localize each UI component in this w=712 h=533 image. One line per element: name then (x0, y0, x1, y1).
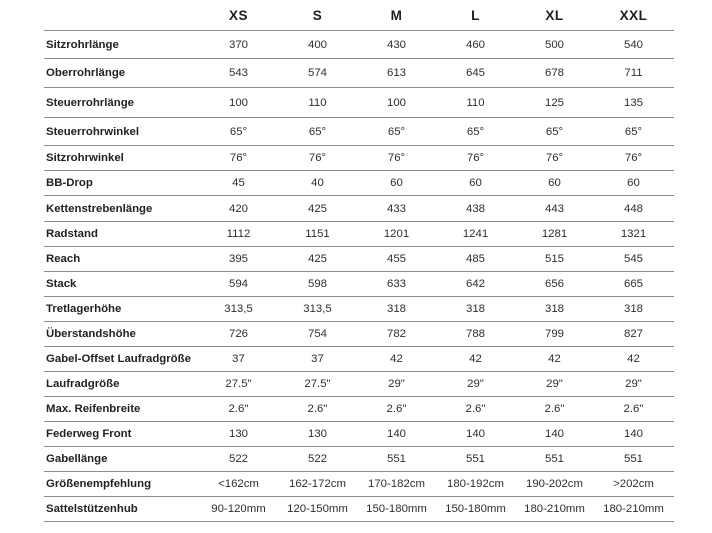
row-value-m: 60 (390, 177, 403, 189)
table-row (44, 222, 674, 247)
row-value-s: 522 (307, 453, 327, 465)
row-value-l: 29" (467, 378, 484, 390)
row-value-l: 42 (469, 353, 482, 365)
row-value-xl: 42 (548, 353, 561, 365)
row-value-xxl: 140 (623, 428, 643, 440)
row-value-xl: 1281 (541, 228, 568, 240)
row-value-l: 318 (465, 303, 485, 315)
row-value-m: 76° (387, 152, 406, 164)
row-label: Sattelstützenhub (46, 503, 138, 515)
row-value-xxl: 711 (624, 67, 643, 79)
size-header-m: M (390, 7, 403, 23)
row-value-s: 162-172cm (289, 478, 346, 490)
row-value-xl: 318 (544, 303, 564, 315)
row-value-xl: 190-202cm (526, 478, 583, 490)
row-value-xxl: 180-210mm (603, 503, 664, 515)
row-value-xs: 395 (228, 253, 248, 265)
row-value-m: 455 (386, 253, 406, 265)
row-value-xxl: 545 (623, 253, 643, 265)
table-row (44, 30, 674, 59)
row-value-xs: 420 (228, 202, 248, 215)
row-value-xxl: 665 (623, 278, 643, 290)
table-row (44, 171, 674, 196)
row-value-xxl: 29" (625, 378, 642, 390)
table-row (44, 88, 674, 118)
size-header-xl: XL (545, 7, 564, 23)
row-label: Größenempfehlung (46, 478, 152, 490)
row-value-l: 485 (465, 253, 485, 265)
row-value-m: 613 (386, 67, 406, 79)
table-row (44, 472, 674, 497)
row-label: Steuerrohrlänge (46, 96, 134, 109)
row-label: Laufradgröße (46, 378, 120, 390)
row-value-xs: 726 (228, 328, 248, 340)
row-label: Reach (46, 253, 81, 265)
table-row (44, 196, 674, 222)
row-value-xxl: 540 (623, 38, 643, 51)
row-value-xs: 100 (228, 96, 248, 109)
table-row (44, 397, 674, 422)
row-value-xxl: 827 (623, 328, 643, 340)
row-label: Federweg Front (46, 428, 132, 440)
row-value-m: 150-180mm (366, 503, 427, 515)
row-value-l: 788 (465, 328, 485, 340)
table-row (44, 297, 674, 322)
size-header-xxl: XXL (619, 7, 648, 23)
row-value-m: 2.6" (386, 403, 407, 415)
row-value-xs: 65° (229, 125, 248, 138)
row-value-l: 2.6" (465, 403, 486, 415)
row-value-xl: 125 (544, 96, 564, 109)
row-value-l: 140 (465, 428, 485, 440)
row-value-m: 551 (386, 453, 406, 465)
row-value-s: 400 (307, 38, 327, 51)
row-value-s: 313,5 (303, 303, 332, 315)
row-value-xl: 65° (545, 125, 564, 138)
row-value-xs: 90-120mm (211, 503, 266, 515)
row-value-l: 460 (465, 38, 485, 51)
row-value-s: 40 (311, 177, 324, 189)
row-value-xxl: 1321 (620, 228, 647, 240)
row-value-xl: 29" (546, 378, 563, 390)
row-value-xs: 37 (232, 353, 245, 365)
row-label: BB-Drop (46, 177, 93, 189)
row-value-s: 130 (307, 428, 327, 440)
row-value-l: 60 (469, 177, 482, 189)
row-value-xs: 522 (228, 453, 248, 465)
row-value-xs: 2.6" (228, 403, 249, 415)
table-row (44, 497, 674, 522)
row-value-s: 27.5" (304, 378, 331, 390)
row-label: Steuerrohrwinkel (46, 125, 140, 138)
row-value-l: 110 (466, 96, 485, 109)
row-value-xxl: 65° (624, 125, 643, 138)
row-value-l: 150-180mm (445, 503, 506, 515)
row-value-s: 110 (308, 96, 327, 109)
row-value-m: 318 (386, 303, 406, 315)
row-label: Radstand (46, 228, 98, 240)
table-row (44, 322, 674, 347)
table-row (44, 372, 674, 397)
row-value-m: 100 (386, 96, 406, 109)
row-value-xxl: >202cm (613, 478, 654, 490)
row-label: Tretlagerhöhe (46, 303, 122, 315)
row-value-xs: <162cm (218, 478, 259, 490)
row-value-m: 42 (390, 353, 403, 365)
row-value-xs: 543 (228, 67, 248, 79)
row-value-xl: 656 (544, 278, 564, 290)
row-value-l: 76° (466, 152, 485, 164)
row-value-xl: 76° (545, 152, 564, 164)
row-value-xl: 140 (544, 428, 564, 440)
size-header-s: S (312, 7, 323, 23)
row-value-m: 170-182cm (368, 478, 425, 490)
table-row (44, 59, 674, 88)
table-body (44, 30, 674, 522)
row-value-xxl: 60 (627, 177, 640, 189)
row-value-xl: 678 (544, 67, 564, 79)
row-label: Kettenstrebenlänge (46, 202, 153, 215)
table-row (44, 272, 674, 297)
row-value-xxl: 318 (623, 303, 643, 315)
row-value-s: 1151 (305, 228, 330, 240)
row-value-s: 65° (308, 125, 327, 138)
row-label: Oberrohrlänge (46, 67, 126, 79)
row-label: Überstandshöhe (46, 328, 136, 340)
row-value-l: 438 (465, 202, 485, 215)
row-value-xl: 500 (544, 38, 564, 51)
row-value-xl: 515 (544, 253, 564, 265)
row-value-xs: 1112 (226, 228, 251, 240)
row-value-l: 645 (465, 67, 485, 79)
row-value-s: 76° (308, 152, 327, 164)
table-row (44, 447, 674, 472)
row-value-m: 633 (386, 278, 406, 290)
row-value-xxl: 135 (623, 96, 643, 109)
row-value-m: 782 (386, 328, 406, 340)
row-value-xs: 76° (229, 152, 248, 164)
size-header-l: L (471, 7, 480, 23)
row-value-l: 551 (465, 453, 485, 465)
row-value-xxl: 42 (627, 353, 640, 365)
row-value-xl: 180-210mm (524, 503, 585, 515)
row-value-xs: 313,5 (224, 303, 253, 315)
row-value-xl: 443 (544, 202, 564, 215)
row-value-m: 140 (386, 428, 406, 440)
row-label: Gabel-Offset Laufradgröße (46, 353, 191, 365)
row-label: Sitzrohrlänge (46, 38, 119, 51)
row-value-xl: 799 (544, 328, 564, 340)
table-row (44, 247, 674, 272)
row-value-xxl: 2.6" (623, 403, 644, 415)
table-row (44, 422, 674, 447)
row-value-xs: 370 (228, 38, 248, 51)
row-value-xl: 551 (544, 453, 564, 465)
row-value-s: 598 (307, 278, 327, 290)
row-value-xs: 45 (232, 177, 245, 189)
row-value-xl: 2.6" (544, 403, 565, 415)
table-row (44, 347, 674, 372)
row-value-xs: 130 (228, 428, 248, 440)
row-value-l: 1241 (462, 228, 489, 240)
row-value-s: 574 (307, 67, 327, 79)
table-row (44, 146, 674, 171)
row-value-m: 430 (386, 38, 406, 51)
row-value-xxl: 448 (623, 202, 643, 215)
size-header-row (44, 0, 674, 30)
row-value-m: 433 (386, 202, 406, 215)
row-value-xs: 594 (228, 278, 248, 290)
row-value-s: 425 (307, 253, 327, 265)
size-header-xs: XS (228, 7, 248, 23)
row-value-xxl: 76° (624, 152, 643, 164)
row-value-l: 642 (465, 278, 485, 290)
row-value-s: 425 (307, 202, 327, 215)
row-value-xl: 60 (548, 177, 561, 189)
row-value-s: 37 (311, 353, 324, 365)
row-value-m: 29" (388, 378, 405, 390)
geometry-table (44, 0, 674, 522)
row-value-l: 180-192cm (447, 478, 504, 490)
row-value-s: 120-150mm (287, 503, 348, 515)
table-row (44, 118, 674, 146)
row-value-m: 1201 (383, 228, 410, 240)
row-value-s: 2.6" (307, 403, 328, 415)
row-label: Stack (46, 278, 77, 290)
row-value-xs: 27.5" (225, 378, 252, 390)
row-label: Max. Reifenbreite (46, 403, 141, 415)
row-label: Sitzrohrwinkel (46, 152, 124, 164)
row-value-xxl: 551 (623, 453, 643, 465)
row-value-m: 65° (387, 125, 406, 138)
row-label: Gabellänge (46, 453, 108, 465)
row-value-s: 754 (307, 328, 327, 340)
row-value-l: 65° (466, 125, 485, 138)
